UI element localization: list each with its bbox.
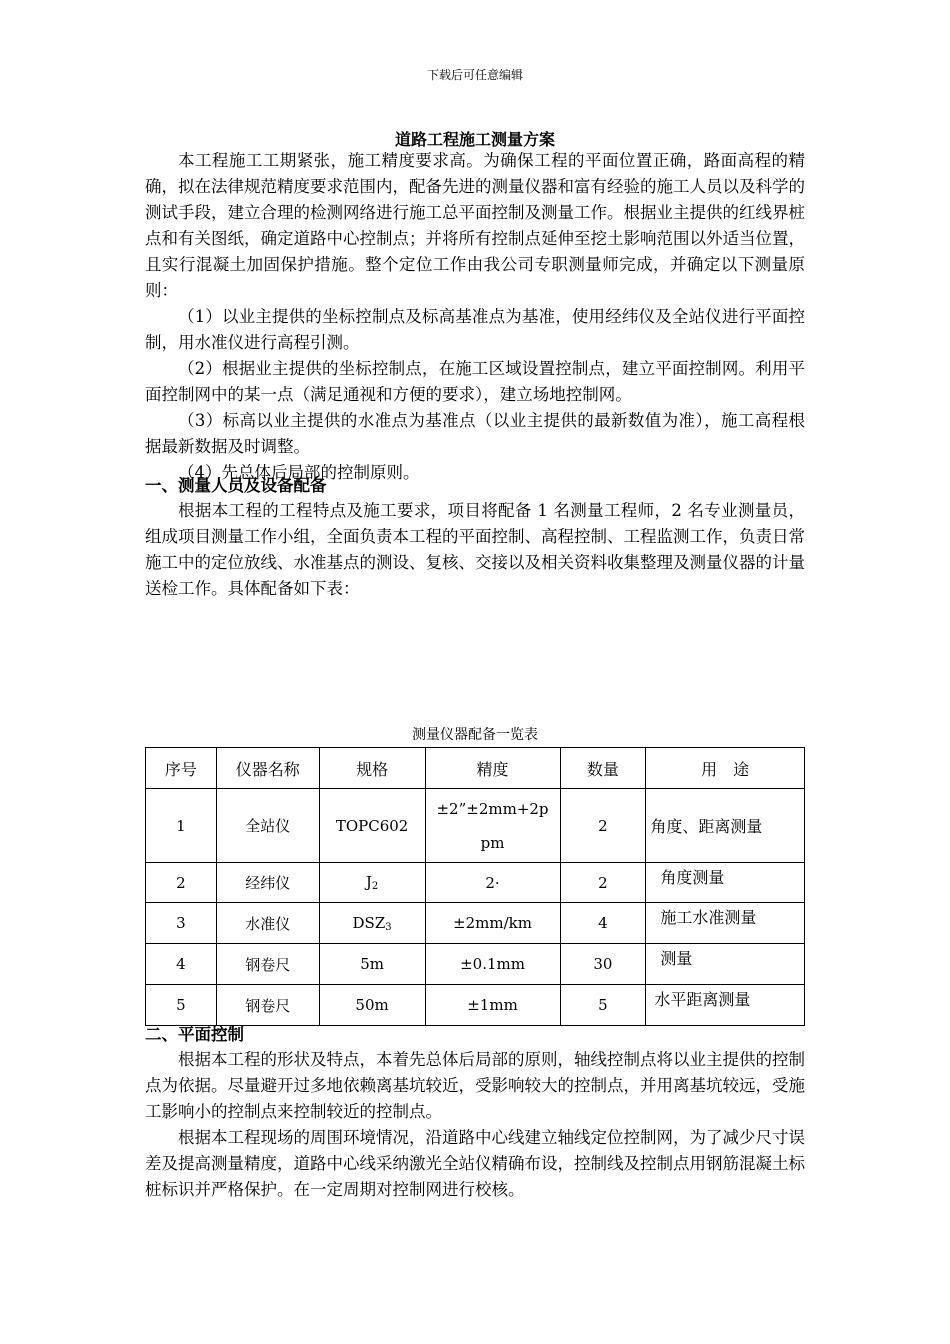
intro-section [145,148,805,486]
cell-no: 2 [146,863,217,903]
cell-use: 角度、距离测量 [646,789,805,863]
col-header-use: 用 途 [646,748,805,789]
section1-heading: 一、测量人员及设备配备 [145,476,327,495]
principle-1: （1）以业主提供的坐标控制点及标高基准点为基准，使用经纬仪及全站仪进行平面控制，用水准仪进行高程引测。 [145,307,805,352]
col-header-spec: 规格 [319,748,425,789]
section2-heading: 二、平面控制 [145,1025,244,1044]
table-row [146,903,805,944]
principle-2: （2）根据业主提供的坐标控制点，在施工区域设置控制点，建立平面控制网。利用平面控制网中的某一点（满足通视和方便的要求），建立场地控制网。 [145,359,805,404]
instrument-table [145,747,805,1026]
cell-precision: 2· [425,863,560,903]
cell-use: 角度测量 [646,863,805,903]
principle-4: （4）先总体后局部的控制原则。 [178,463,420,482]
table-row [146,985,805,1026]
cell-no: 4 [146,944,217,985]
precision-line-1: ±2”±2mm+2p [436,799,549,818]
cell-use: 测量 [646,944,805,985]
col-header-qty: 数量 [560,748,646,789]
cell-spec [319,863,425,903]
cell-qty: 4 [560,903,646,944]
section2-paragraph-2: 根据本工程现场的周围环境情况，沿道路中心线建立轴线定位控制网，为了减少尺寸误差及提高测量精度，道路中心线采纳激光全站仪精确布设，控制线及控制点用钢筋混凝土标桩标识并严格保护。在一定周期对控制网进行校核。 [145,1128,805,1199]
intro-paragraph: 本工程施工工期紧张，施工精度要求高。为确保工程的平面位置正确，路面高程的精确，拟在法律规范精度要求范围内，配备先进的测量仪器和富有经验的施工人员以及科学的测试手段，建立合理的检测网络进行施工总平面控制及测量工作。根据业主提供的红线界桩点和有关图纸，确定道路中心控制点；并将所有控制点延伸至挖土影响范围以外适当位置，且实行混凝土加固保护措施。整个定位工作由我公司专职测量师完成，并确定以下测量原则： [145,151,805,300]
cell-name: 钢卷尺 [216,985,319,1026]
cell-precision: ±0.1mm [425,944,560,985]
cell-name: 钢卷尺 [216,944,319,985]
col-header-no: 序号 [146,748,217,789]
spec-subscript: 2 [371,881,379,892]
cell-use: 施工水准测量 [646,903,805,944]
cell-qty: 2 [560,789,646,863]
table-row [146,863,805,903]
spec-main: DSZ [352,913,386,932]
table-caption: 测量仪器配备一览表 [412,727,538,743]
cell-name: 经纬仪 [216,863,319,903]
section1-body [145,498,805,602]
spec-subscript: 3 [385,921,392,933]
section2-body [145,1047,805,1203]
col-header-name: 仪器名称 [216,748,319,789]
table-header-row [146,748,805,789]
cell-no: 3 [146,903,217,944]
cell-name: 全站仪 [216,789,319,863]
table-row [146,789,805,863]
cell-spec: 50m [319,985,425,1026]
cell-no: 5 [146,985,217,1026]
cell-no: 1 [146,789,217,863]
cell-qty: 2 [560,863,646,903]
cell-spec [319,903,425,944]
section2-paragraph-1: 根据本工程的形状及特点，本着先总体后局部的原则，轴线控制点将以业主提供的控制点为依据。尽量避开过多地依赖离基坑较近，受影响较大的控制点，并用离基坑较远，受施工影响小的控制点来控制较近的控制点。 [145,1050,805,1121]
cell-precision: ±1mm [425,985,560,1026]
principle-3: （3）标高以业主提供的水准点为基准点（以业主提供的最新数值为准），施工高程根据最新数据及时调整。 [145,411,805,456]
cell-qty: 30 [560,944,646,985]
page-header-note: 下载后可任意编辑 [426,68,523,82]
cell-precision [425,789,560,863]
cell-use: 水平距离测量 [646,985,805,1026]
col-header-precision: 精度 [425,748,560,789]
section1-paragraph: 根据本工程的工程特点及施工要求，项目将配备 1 名测量工程师，2 名专业测量员，组成项目测量工作小组，全面负责本工程的平面控制、高程控制、工程监测工作，负责日常施工中的定位放线、水准基点的测设、复核、交接以及相关资料收集整理及测量仪器的计量送检工作。具体配备如下表： [145,501,805,598]
document-title: 道路工程施工测量方案 [394,130,555,149]
cell-precision: ±2mm/km [425,903,560,944]
table-row [146,944,805,985]
cell-name: 水准仪 [216,903,319,944]
cell-spec: 5m [319,944,425,985]
spec-main: J [365,873,372,891]
precision-line-2: pm [480,833,505,852]
cell-qty: 5 [560,985,646,1026]
cell-spec: TOPC602 [319,789,425,863]
